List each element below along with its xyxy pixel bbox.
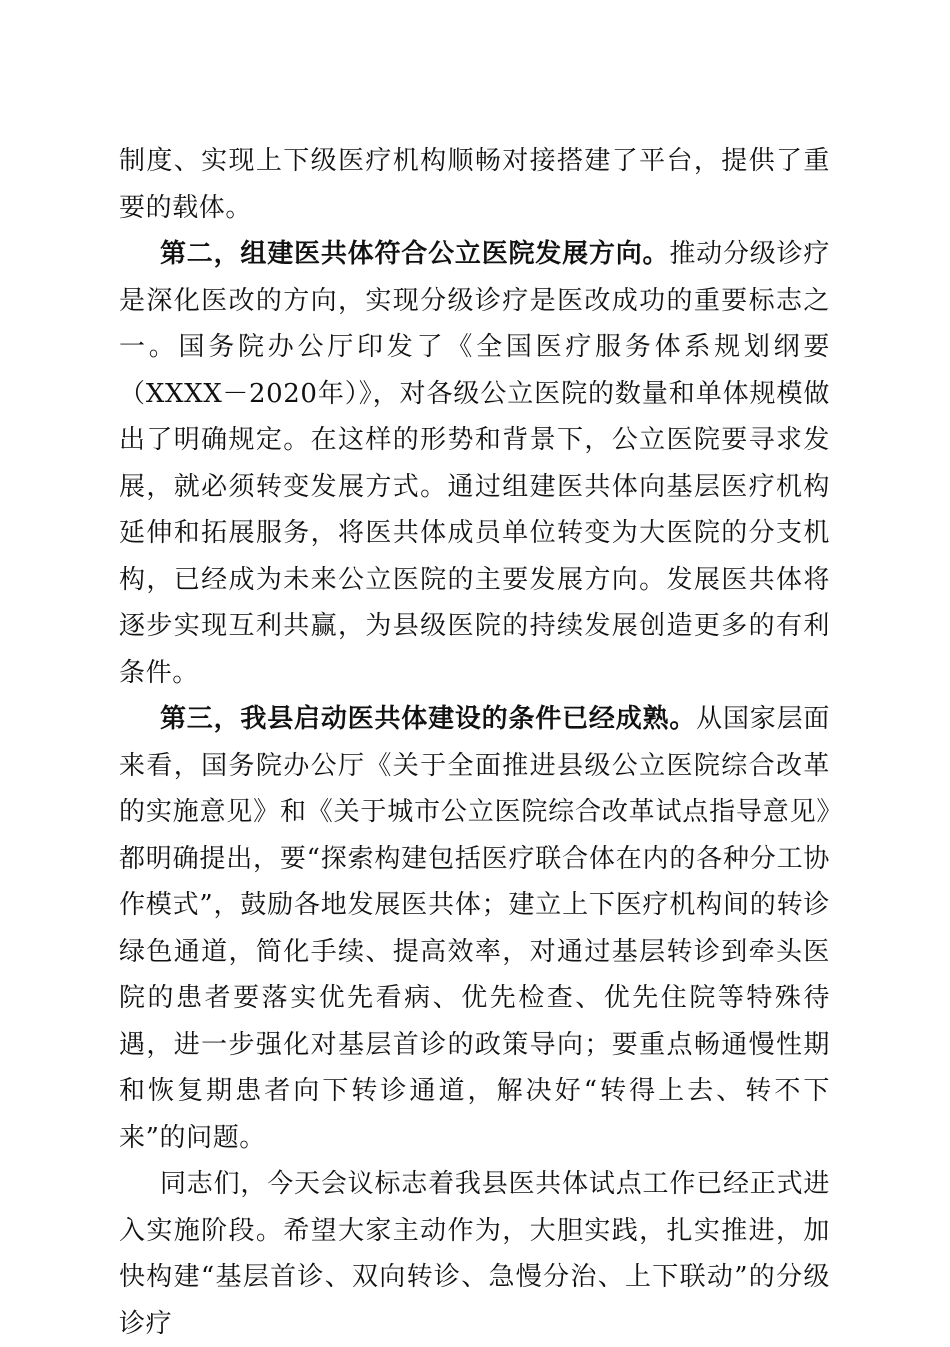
paragraph-4: [119, 1161, 830, 1347]
paragraph-3-text: 从国家层面来看，国务院办公厅《关于全面推进县级公立医院综合改革的实施意见》和《关于城市公立医院综合改革试点指导意见》都明确提出，要“探索构建包括医疗联合体在内的各种分工协作模式”，鼓励各地发展医共体；建立上下医疗机构间的转诊绿色通道，简化手续、提高效率，对通过基层转诊到牵头医院的患者要落实优先看病、优先检查、优先住院等特殊待遇，进一步强化对基层首诊的政策导向；要重点畅通慢性期和恢复期患者向下转诊通道，解决好“转得上去、转不下来”的问题。: [119, 704, 830, 1153]
paragraph-2: [119, 231, 830, 696]
document-body: [119, 138, 830, 1347]
paragraph-2-heading: 第二，组建医共体符合公立医院发展方向。: [160, 239, 670, 269]
paragraph-1: [119, 138, 830, 231]
paragraph-3: [119, 696, 830, 1161]
paragraph-2-text: 推动分级诊疗是深化医改的方向，实现分级诊疗是医改成功的重要标志之一。国务院办公厅印发了《全国医疗服务体系规划纲要（XXXX－2020年）》，对各级公立医院的数量和单体规模做出了明确规定。在这样的形势和背景下，公立医院要寻求发展，就必须转变发展方式。通过组建医共体向基层医疗机构延伸和拓展服务，将医共体成员单位转变为大医院的分支机构，已经成为未来公立医院的主要发展方向。发展医共体将逐步实现互利共赢，为县级医院的持续发展创造更多的有利条件。: [119, 239, 830, 688]
paragraph-1-text: 制度、实现上下级医疗机构顺畅对接搭建了平台，提供了重要的载体。: [119, 146, 830, 223]
paragraph-3-heading: 第三，我县启动医共体建设的条件已经成熟。: [160, 704, 697, 734]
paragraph-4-text: 同志们，今天会议标志着我县医共体试点工作已经正式进入实施阶段。希望大家主动作为，大胆实践，扎实推进，加快构建“基层首诊、双向转诊、急慢分治、上下联动”的分级诊疗: [119, 1169, 830, 1339]
